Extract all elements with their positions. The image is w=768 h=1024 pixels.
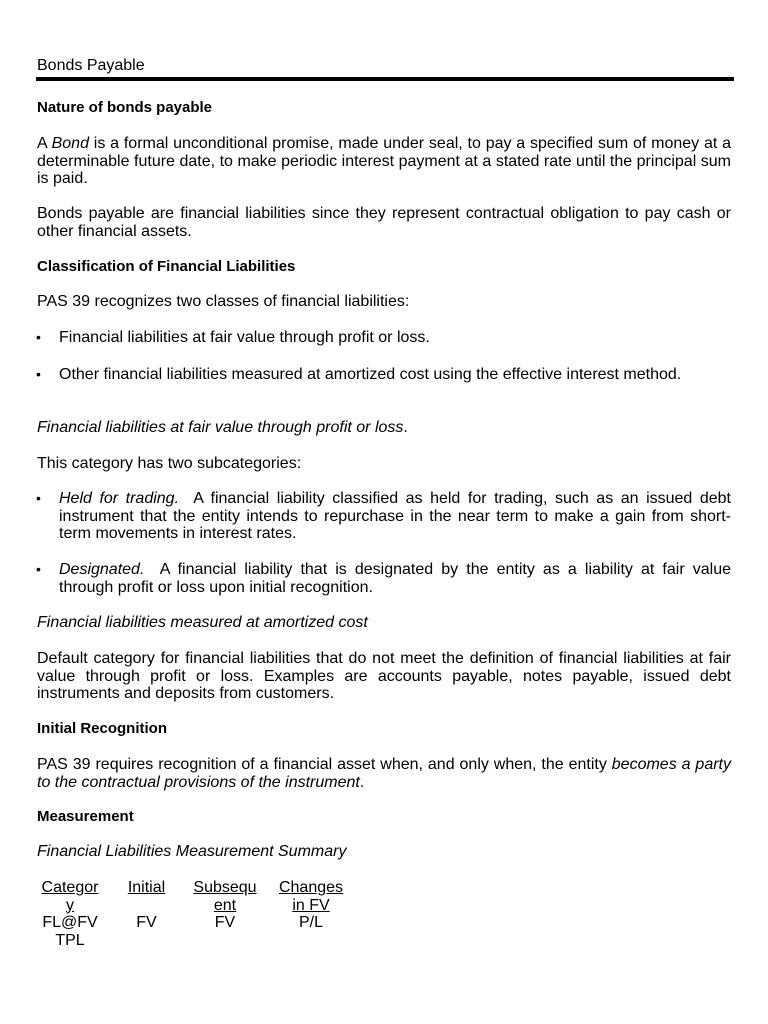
fvtpl-heading-period: .	[403, 419, 408, 436]
table-cell-category: FL@FV TPL	[42, 914, 98, 949]
class-bullet-text: Other financial liabilities measured at amortized cost using the effective interest method.	[59, 366, 682, 383]
subcategory-bullet-1	[36, 490, 736, 543]
nature-heading: Nature of bonds payable	[37, 99, 213, 116]
bond-def-prefix: A	[37, 135, 52, 152]
subcategory-description: A financial liability that is designated by the entity as a liability at fair value through profit or loss upon initial recognition.	[59, 561, 736, 596]
pas39-intro: PAS 39 recognizes two classes of financial liabilities:	[37, 293, 410, 310]
summary-heading: Financial Liabilities Measurement Summary	[37, 843, 347, 860]
class-bullet-text: Financial liabilities at fair value through profit or loss.	[59, 329, 430, 346]
bond-term: Bond	[51, 135, 89, 152]
initial-text-end: .	[359, 773, 365, 791]
initial-text-normal: PAS 39 requires recognition of a financial asset when, and only when, the entity	[37, 756, 612, 773]
subcategory-bullet-2	[36, 561, 736, 596]
subcategory-text	[59, 490, 736, 543]
initial-text-italic: becomes a party to the contractual provisions of the instrument	[37, 756, 732, 791]
subcategory-text	[59, 561, 736, 596]
bond-def-rest: is a formal unconditional promise, made under seal, to pay a specified sum of money at a determinable future date, to make periodic interest payment at a stated rate until the principal sum is paid.	[37, 135, 732, 187]
classification-heading: Classification of Financial Liabilities	[37, 258, 296, 275]
class-bullet-2	[36, 366, 731, 384]
bullet-dot-icon: •	[36, 329, 41, 345]
col-header-initial: Initial	[127, 879, 166, 896]
table-header-row	[36, 879, 361, 914]
class-bullet-1	[36, 329, 731, 347]
initial-recognition-paragraph	[37, 756, 731, 791]
table-cell-changes: P/L	[298, 914, 323, 931]
fvtpl-heading-text: Financial liabilities at fair value through profit or loss	[37, 419, 404, 436]
col-header-category: Categor y	[41, 879, 99, 914]
measurement-summary-table	[36, 879, 361, 949]
page-header-title: Bonds Payable	[37, 57, 145, 74]
initial-recognition-heading: Initial Recognition	[37, 720, 167, 737]
bullet-dot-icon: •	[36, 561, 41, 577]
amortized-heading: Financial liabilities measured at amortized cost	[37, 614, 368, 631]
subcategory-term: Designated.	[59, 561, 145, 578]
amortized-paragraph: Default category for financial liabilities that do not meet the definition of financial liabilities at fair value through profit or loss. Examples are accounts payable, notes payable, issued debt instruments and deposits from customers.	[37, 650, 731, 702]
subcategory-description: A financial liability classified as held for trading, such as an issued debt instrument that the entity intends to repurchase in the near term to make a gain from short-term movements in interest rates.	[59, 490, 736, 542]
subcategory-intro: This category has two subcategories:	[37, 455, 302, 472]
measurement-heading: Measurement	[37, 808, 134, 825]
col-header-subsequent: Subsequ ent	[193, 879, 257, 914]
header-rule	[36, 77, 734, 81]
fvtpl-heading	[37, 419, 731, 437]
bullet-dot-icon: •	[36, 366, 41, 382]
bullet-dot-icon: •	[36, 490, 41, 506]
table-row	[36, 914, 361, 949]
bonds-financial-liabilities-paragraph: Bonds payable are financial liabilities since they represent contractual obligation to pay cash or other financial assets.	[37, 205, 731, 240]
table-cell-initial: FV	[136, 914, 157, 931]
table-cell-subsequent: FV	[214, 914, 236, 931]
col-header-changes: Changes in FV	[278, 879, 344, 914]
subcategory-term: Held for trading.	[59, 490, 180, 507]
bond-definition	[37, 135, 731, 188]
